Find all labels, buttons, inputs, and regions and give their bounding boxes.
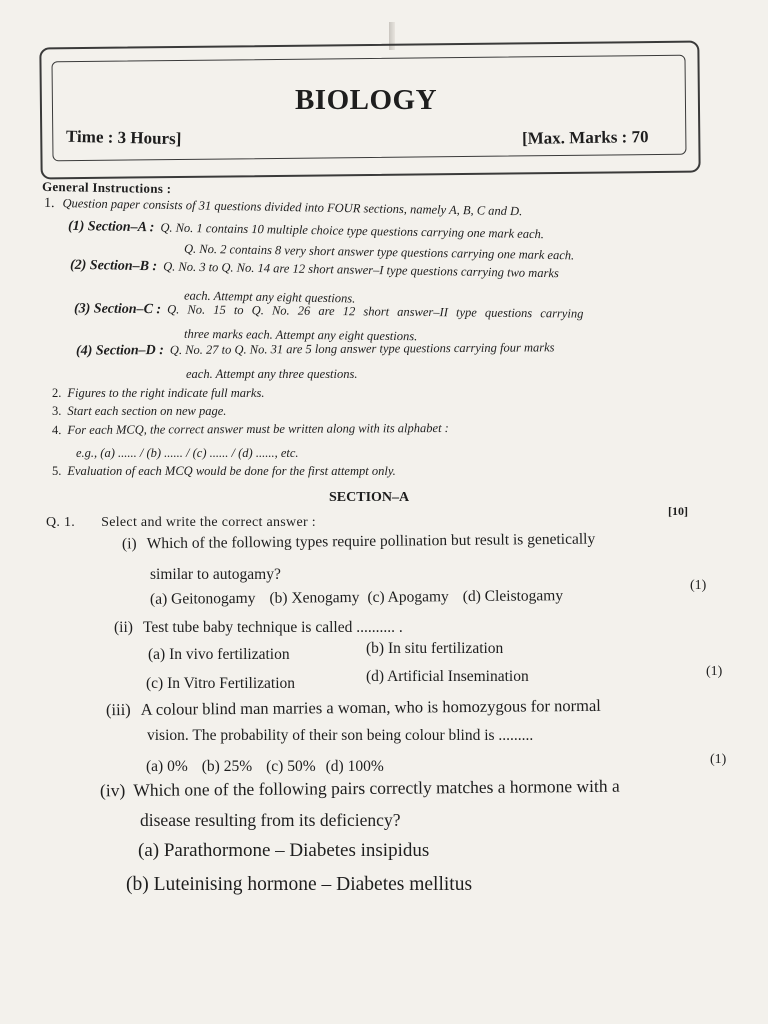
instruction-5: [52, 464, 396, 479]
q1-i-text: Which of the following types require pollination but result is genetically: [146, 530, 596, 553]
q1-prompt: Select and write the correct answer :: [101, 515, 316, 530]
instruction-2: [52, 386, 264, 401]
instruction-3: [52, 404, 226, 419]
q1-i-options: [150, 587, 563, 609]
q1-iii-text-2: vision. The probability of their son being colour blind is .........: [147, 727, 534, 744]
section-d-line2: each. Attempt any three questions.: [186, 367, 358, 381]
section-c-line2: three marks each. Attempt any eight questions.: [183, 326, 418, 344]
q1-ii: [114, 619, 403, 637]
q1-ii-option-a: (a) In vivo fertilization: [148, 646, 290, 663]
q1-ii-option-c: (c) In Vitro Fertilization: [146, 675, 296, 692]
q1-iv-num: (iv): [99, 780, 126, 801]
q1-number: Q. 1.: [46, 515, 76, 530]
q1-ii-num: (ii): [114, 619, 133, 636]
instruction-2-text: Figures to the right indicate full marks.: [67, 386, 265, 400]
instruction-section-d: [76, 340, 555, 359]
section-b-line2: each. Attempt any eight questions.: [183, 288, 356, 306]
page-title: BIOLOGY: [294, 84, 438, 116]
section-d-label: (4) Section–D :: [75, 343, 164, 359]
section-a-label: (1) Section–A :: [67, 218, 155, 236]
q1-i: [122, 531, 595, 554]
q1-i-option-c: (c) Apogamy: [367, 588, 449, 606]
q1-ii-option-b: (b) In situ fertilization: [366, 640, 504, 657]
section-a-line2: Q. No. 2 contains 8 very short answer type questions carrying one mark each.: [183, 241, 575, 263]
q1-i-option-d: (d) Cleistogamy: [462, 587, 564, 606]
instruction-5-num: 5.: [52, 464, 62, 478]
q1-iv-text: Which one of the following pairs correctly matches a hormone with a: [133, 775, 620, 800]
q1-header: [46, 515, 316, 531]
q1-i-text-2: similar to autogamy?: [150, 566, 281, 583]
section-a-heading: SECTION–A: [329, 490, 410, 505]
q1-ii-option-d: (d) Artificial Insemination: [366, 668, 529, 685]
q1-iii-text: A colour blind man marries a woman, who is homozygous for normal: [140, 695, 601, 719]
q1-i-marks: (1): [690, 578, 707, 593]
q1-iv: [100, 776, 620, 802]
instruction-4-text: For each MCQ, the correct answer must be written along with its alphabet :: [67, 420, 449, 437]
instruction-2-num: 2.: [52, 386, 62, 400]
q1-iii: [106, 696, 601, 720]
instruction-section-a: [68, 219, 544, 243]
q1-iii-option-a: (a) 0%: [146, 758, 188, 775]
section-b-label: (2) Section–B :: [69, 257, 158, 275]
instruction-4-example: e.g., (a) ...... / (b) ...... / (c) ...... / (d) ......, etc.: [76, 446, 299, 460]
instruction-4: [52, 421, 449, 438]
q1-iii-option-b: (b) 25%: [201, 758, 253, 775]
q1-iv-option-b: (b) Luteinising hormone – Diabetes mellitus: [126, 874, 473, 895]
instruction-1: [44, 196, 523, 220]
section-a-marks: [10]: [668, 504, 688, 518]
q1-iii-option-c: (c) 50%: [266, 758, 316, 775]
instructions-heading: General Instructions :: [41, 178, 172, 197]
q1-iii-num: (iii): [105, 699, 131, 720]
section-d-line1: Q. No. 27 to Q. No. 31 are 5 long answer type questions carrying four marks: [169, 340, 555, 358]
q1-iii-marks: (1): [710, 752, 727, 767]
instruction-1-text: Question paper consists of 31 questions divided into FOUR sections, namely A, B, C and D.: [62, 196, 523, 219]
instruction-3-num: 3.: [52, 404, 62, 418]
max-marks-label: [Max. Marks : 70: [521, 127, 649, 148]
q1-iv-option-a: (a) Parathormone – Diabetes insipidus: [138, 840, 430, 861]
section-a-line1: Q. No. 1 contains 10 multiple choice type questions carrying one mark each.: [160, 220, 545, 242]
instruction-5-text: Evaluation of each MCQ would be done for the first attempt only.: [67, 464, 396, 478]
instruction-4-num: 4.: [51, 422, 62, 438]
q1-i-option-a: (a) Geitonogamy: [149, 589, 256, 608]
section-b-line1: Q. No. 3 to Q. No. 14 are 12 short answer–I type questions carrying two marks: [163, 259, 559, 281]
q1-i-num: (i): [121, 535, 137, 553]
q1-ii-marks: (1): [706, 664, 723, 679]
q1-iii-option-d: (d) 100%: [325, 758, 384, 775]
q1-iv-text-2: disease resulting from its deficiency?: [140, 810, 401, 830]
q1-i-option-b: (b) Xenogamy: [269, 588, 360, 607]
instruction-1-num: 1.: [43, 195, 55, 212]
instruction-section-c: [74, 301, 584, 322]
section-c-line1: Q. No. 15 to Q. No. 26 are 12 short answer–II type questions carrying: [167, 302, 584, 321]
time-label: Time : 3 Hours]: [65, 126, 182, 149]
q1-iii-options: [146, 758, 384, 776]
instruction-3-text: Start each section on new page.: [67, 404, 227, 418]
q1-ii-text: Test tube baby technique is called .......... .: [142, 619, 403, 636]
section-c-label: (3) Section–C :: [73, 301, 162, 318]
